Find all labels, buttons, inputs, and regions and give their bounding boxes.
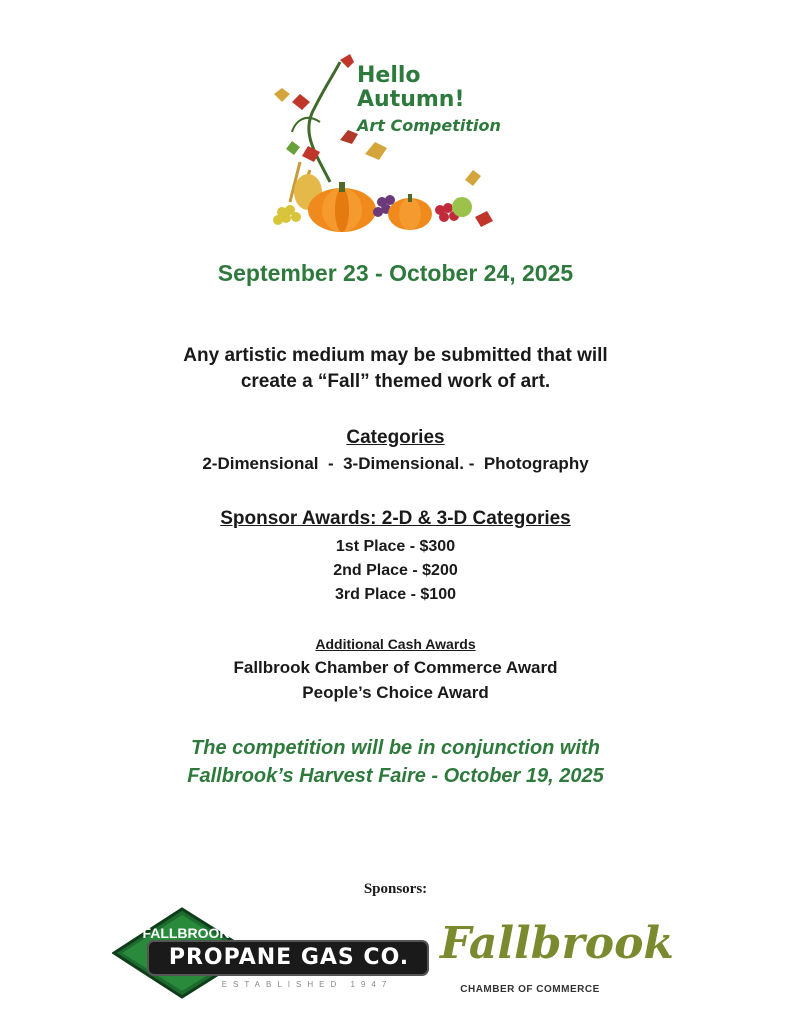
categories-list: 2-Dimensional - 3-Dimensional. - Photography [202,454,589,473]
chamber-logo-name: Fallbrook [440,918,674,969]
logo-line-autumn: Autumn! [357,87,465,112]
intro-line-2: create a “Fall” themed work of art. [240,371,551,392]
award-peoples-choice: People’s Choice Award [302,683,489,702]
categories-heading: Categories [346,427,445,448]
award-second-place: 2nd Place - $200 [333,562,458,579]
chamber-logo-sub: CHAMBER OF COMMERCE [460,984,600,995]
conjunction-line-2: Fallbrook’s Harvest Faire - October 19, 2025 [187,765,604,787]
award-third-place: 3rd Place - $100 [335,586,456,603]
intro-text [0,343,791,395]
conjunction-line-1: The competition will be in conjunction with [191,737,600,759]
event-dates: September 23 - October 24, 2025 [217,260,574,286]
additional-awards-list [0,655,791,705]
propane-gas-logo [112,907,432,999]
propane-logo-top: FALLBROOK [142,925,230,941]
sponsors-label: Sponsors: [363,881,428,897]
sponsor-awards-list [0,535,791,607]
propane-logo-main: PROPANE GAS CO. [168,945,410,970]
logo-line-hello: Hello [357,63,421,88]
award-first-place: 1st Place - $300 [335,538,456,555]
sponsor-awards-heading: Sponsor Awards: 2-D & 3-D Categories [220,508,571,529]
award-chamber-of-commerce: Fallbrook Chamber of Commerce Award [233,658,558,677]
intro-line-1: Any artistic medium may be submitted that will [183,345,608,366]
additional-awards-heading: Additional Cash Awards [315,636,476,652]
chamber-of-commerce-logo [440,918,674,998]
propane-logo-sub: ESTABLISHED 1947 [221,980,393,989]
conjunction-note [0,734,791,790]
logo-line-art-competition: Art Competition [357,116,501,135]
logo-title [357,64,501,135]
